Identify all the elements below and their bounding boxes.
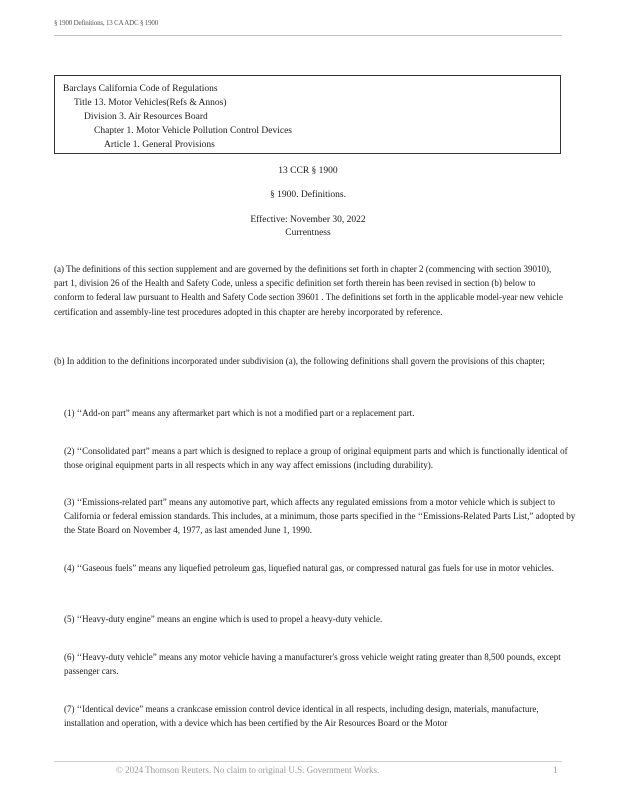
header-divider xyxy=(54,35,562,36)
definition-gaseous-fuels: (4) ‘‘Gaseous fuels” means any liquefied petroleum gas, liquefied natural gas, or compressed natural gas fuels for use in motor vehicles. xyxy=(64,563,554,573)
definition-add-on-part: (1) ‘‘Add-on part” means any aftermarket part which is not a modified part or a replacement part. xyxy=(64,408,415,418)
citation-division: Division 3. Air Resources Board xyxy=(84,111,208,122)
citation-code-name: Barclays California Code of Regulations xyxy=(63,84,218,94)
citation-box xyxy=(54,75,561,154)
running-head: § 1900 Definitions, 13 CA ADC § 1900 xyxy=(54,19,159,27)
citation-title: Title 13. Motor Vehicles(Refs & Annos) xyxy=(74,97,227,108)
paragraph-b: (b) In addition to the definitions incorporated under subdivision (a), the following definitions shall govern the provisions of this chapter; xyxy=(54,356,545,366)
copyright-notice: © 2024 Thomson Reuters. No claim to original U.S. Government Works. xyxy=(116,765,380,775)
page-number: 1 xyxy=(553,765,558,775)
paragraph-a: (a) The definitions of this section supplement and are governed by the definitions set forth in chapter 2 (commencing with section 39010), part 1, division 26 of the Health and Safety Code, unless a specific definition set forth therein has been revised in section (b) below to conform to federal law pursuant to Health and Safety Code section 39601 . The definitions set forth in the applicable model-year new vehicle certification and assembly-line test procedures adopted in this chapter are hereby incorporated by reference. xyxy=(54,264,563,317)
footer-divider xyxy=(54,761,562,762)
definition-identical-device: (7) ‘‘Identical device” means a crankcase emission control device identical in all respects, including design, materials, manufacture, installation and operation, with a device which has been certified by the Air Resources Board or the Motor xyxy=(64,704,539,729)
definition-heavy-duty-vehicle: (6) ‘‘Heavy-duty vehicle” means any motor vehicle having a manufacturer's gross vehicle weight rating greater than 8,500 pounds, except passenger cars. xyxy=(64,652,561,677)
citation-article: Article 1. General Provisions xyxy=(104,139,215,150)
definition-emissions-related-part: (3) ‘‘Emissions-related part” means any automotive part, which affects any regulated emissions from a motor vehicle which is subject to California or federal emission standards. This includes, at a minimum, those parts specified in the ‘‘Emissions-Related Parts List,” adopted by the State Board on November 4, 1977, as last amended June 1, 1990. xyxy=(64,497,576,536)
currentness-link[interactable]: Currentness xyxy=(285,228,331,238)
definition-heavy-duty-engine: (5) ‘‘Heavy-duty engine” means an engine which is used to propel a heavy-duty vehicle. xyxy=(64,614,383,624)
effective-date: Effective: November 30, 2022 xyxy=(250,215,366,225)
section-title: § 1900. Definitions. xyxy=(270,190,346,200)
regulation-cite: 13 CCR § 1900 xyxy=(278,166,338,176)
definition-consolidated-part: (2) ‘‘Consolidated part” means a part which is designed to replace a group of original equipment parts and which is functionally identical of those original equipment parts in all respects which in any way affect emissions (including durability). xyxy=(64,446,568,471)
citation-chapter: Chapter 1. Motor Vehicle Pollution Control Devices xyxy=(94,125,292,136)
